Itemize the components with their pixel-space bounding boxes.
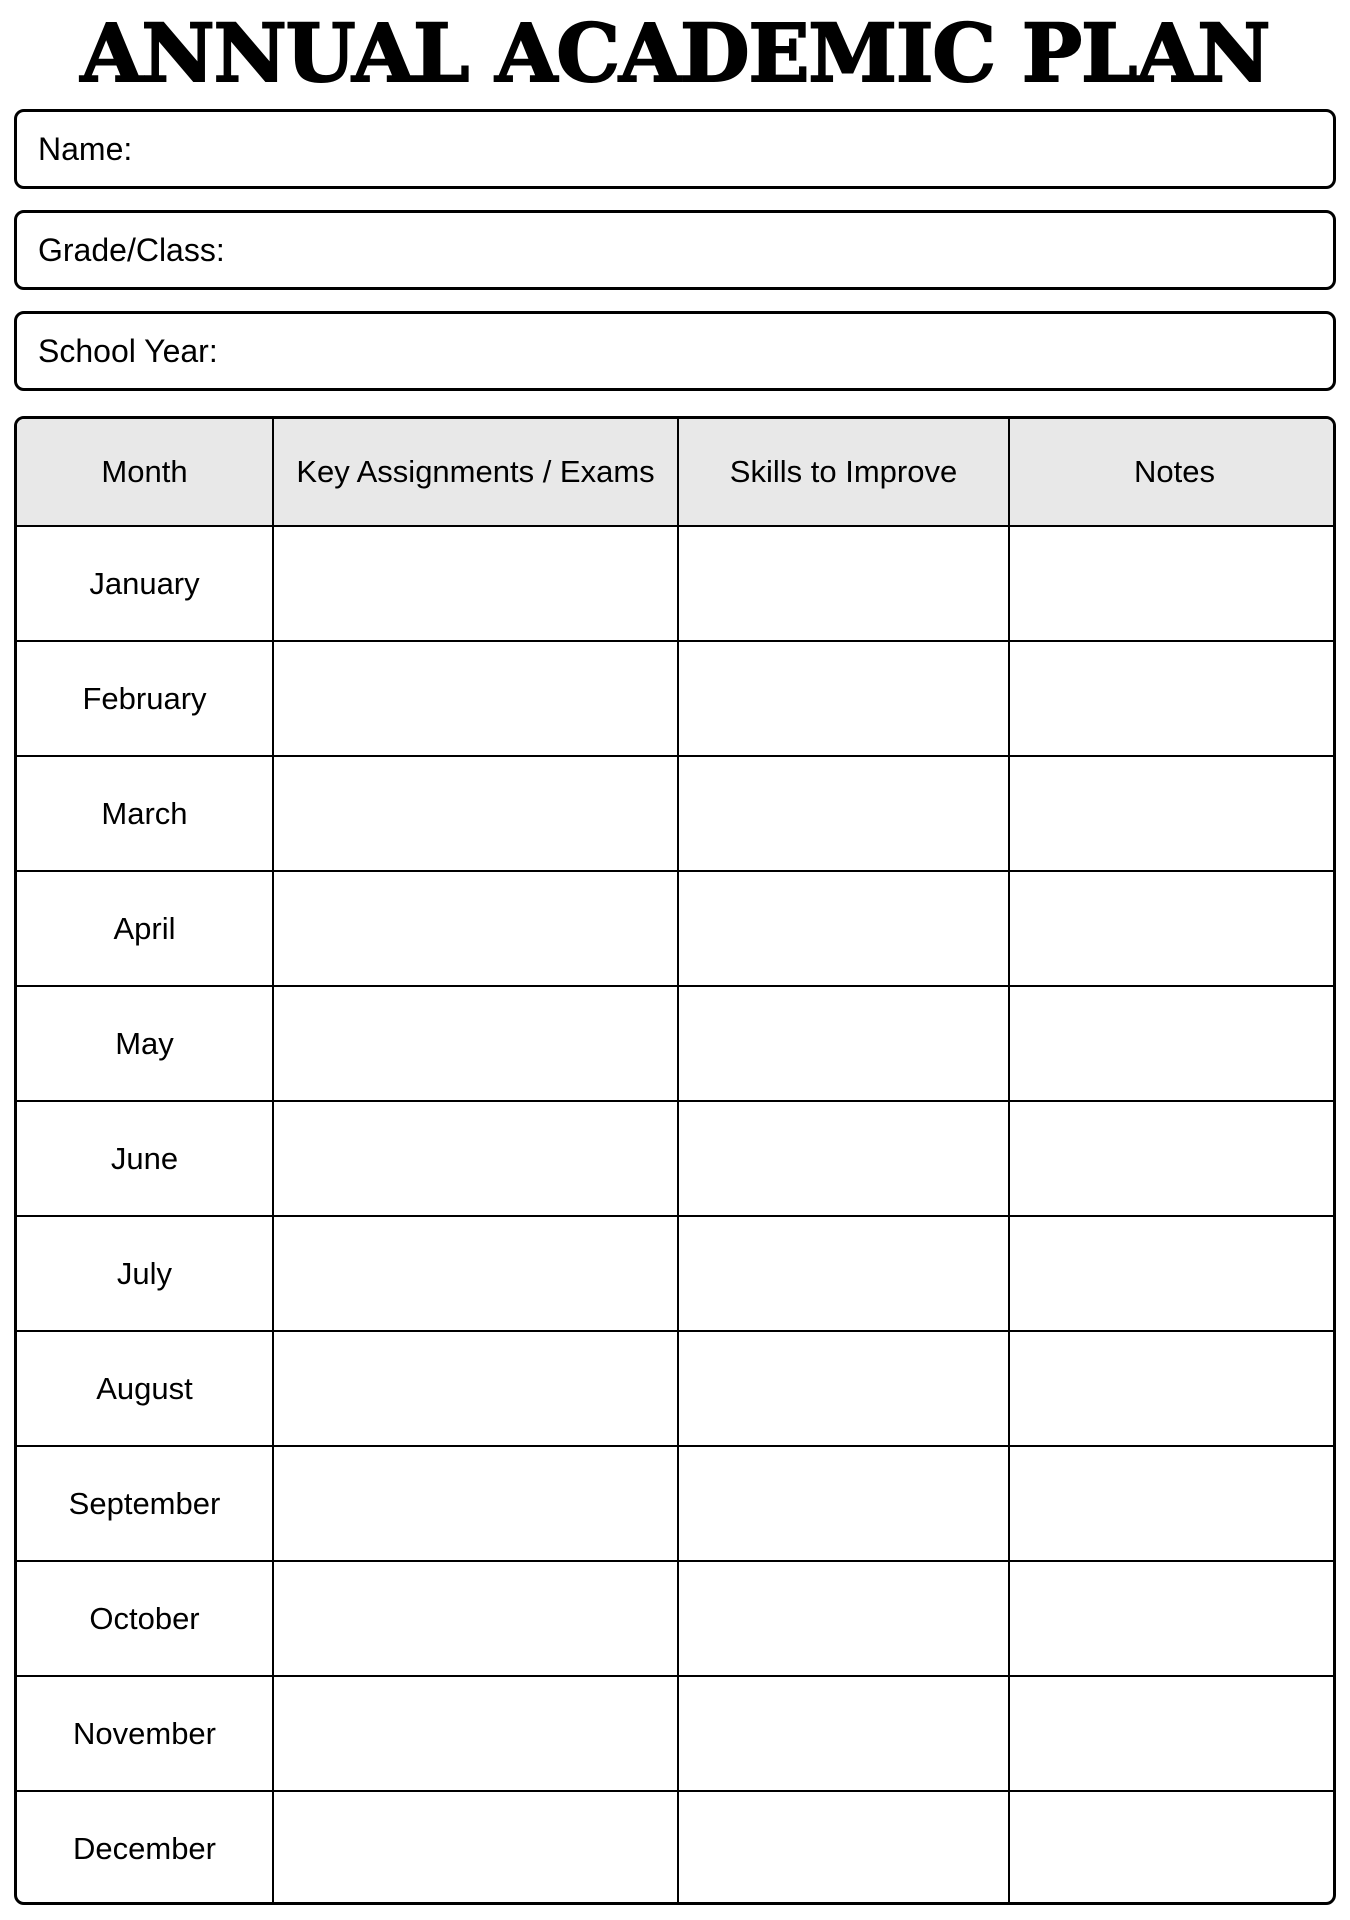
notes-cell[interactable] xyxy=(1009,1791,1336,1905)
notes-cell[interactable] xyxy=(1009,871,1336,986)
assignments-cell[interactable] xyxy=(273,756,678,871)
month-cell: August xyxy=(17,1331,273,1446)
month-cell: July xyxy=(17,1216,273,1331)
month-cell: June xyxy=(17,1101,273,1216)
month-cell: January xyxy=(17,526,273,641)
school-year-label: School Year: xyxy=(38,332,218,369)
notes-cell[interactable] xyxy=(1009,1446,1336,1561)
header-skills-to-improve: Skills to Improve xyxy=(678,419,1009,526)
assignments-cell[interactable] xyxy=(273,526,678,641)
header-month: Month xyxy=(17,419,273,526)
skills-cell[interactable] xyxy=(678,1561,1009,1676)
skills-cell[interactable] xyxy=(678,871,1009,986)
assignments-cell[interactable] xyxy=(273,1446,678,1561)
assignments-cell[interactable] xyxy=(273,1676,678,1791)
table-row xyxy=(17,1791,1336,1905)
notes-cell[interactable] xyxy=(1009,756,1336,871)
notes-cell[interactable] xyxy=(1009,986,1336,1101)
month-cell: November xyxy=(17,1676,273,1791)
skills-cell[interactable] xyxy=(678,1791,1009,1905)
month-cell: February xyxy=(17,641,273,756)
month-cell: May xyxy=(17,986,273,1101)
table-row xyxy=(17,1561,1336,1676)
table-row xyxy=(17,756,1336,871)
assignments-cell[interactable] xyxy=(273,1561,678,1676)
month-cell: October xyxy=(17,1561,273,1676)
header-key-assignments-exams: Key Assignments / Exams xyxy=(273,419,678,526)
assignments-cell[interactable] xyxy=(273,1216,678,1331)
assignments-cell[interactable] xyxy=(273,871,678,986)
month-cell: September xyxy=(17,1446,273,1561)
table-row xyxy=(17,871,1336,986)
assignments-cell[interactable] xyxy=(273,1101,678,1216)
skills-cell[interactable] xyxy=(678,641,1009,756)
table-header-row xyxy=(17,419,1336,526)
school-year-field[interactable] xyxy=(14,311,1336,391)
skills-cell[interactable] xyxy=(678,1101,1009,1216)
table-row xyxy=(17,526,1336,641)
academic-plan-table xyxy=(14,416,1336,1905)
skills-cell[interactable] xyxy=(678,526,1009,641)
skills-cell[interactable] xyxy=(678,1216,1009,1331)
assignments-cell[interactable] xyxy=(273,986,678,1101)
notes-cell[interactable] xyxy=(1009,1561,1336,1676)
page-title: ANNUAL ACADEMIC PLAN xyxy=(80,6,1270,100)
skills-cell[interactable] xyxy=(678,1446,1009,1561)
name-label: Name: xyxy=(38,130,133,167)
table-row xyxy=(17,986,1336,1101)
grade-class-label: Grade/Class: xyxy=(38,231,225,268)
table-row xyxy=(17,1101,1336,1216)
table-row xyxy=(17,641,1336,756)
notes-cell[interactable] xyxy=(1009,641,1336,756)
grade-class-field[interactable] xyxy=(14,210,1336,290)
table-row xyxy=(17,1446,1336,1561)
table-row xyxy=(17,1216,1336,1331)
header-notes: Notes xyxy=(1009,419,1336,526)
month-cell: December xyxy=(17,1791,273,1905)
assignments-cell[interactable] xyxy=(273,1791,678,1905)
notes-cell[interactable] xyxy=(1009,526,1336,641)
month-cell: April xyxy=(17,871,273,986)
notes-cell[interactable] xyxy=(1009,1101,1336,1216)
skills-cell[interactable] xyxy=(678,1331,1009,1446)
skills-cell[interactable] xyxy=(678,986,1009,1101)
assignments-cell[interactable] xyxy=(273,641,678,756)
table-row xyxy=(17,1331,1336,1446)
skills-cell[interactable] xyxy=(678,756,1009,871)
notes-cell[interactable] xyxy=(1009,1676,1336,1791)
assignments-cell[interactable] xyxy=(273,1331,678,1446)
notes-cell[interactable] xyxy=(1009,1216,1336,1331)
notes-cell[interactable] xyxy=(1009,1331,1336,1446)
month-cell: March xyxy=(17,756,273,871)
name-field[interactable] xyxy=(14,109,1336,189)
table-row xyxy=(17,1676,1336,1791)
skills-cell[interactable] xyxy=(678,1676,1009,1791)
